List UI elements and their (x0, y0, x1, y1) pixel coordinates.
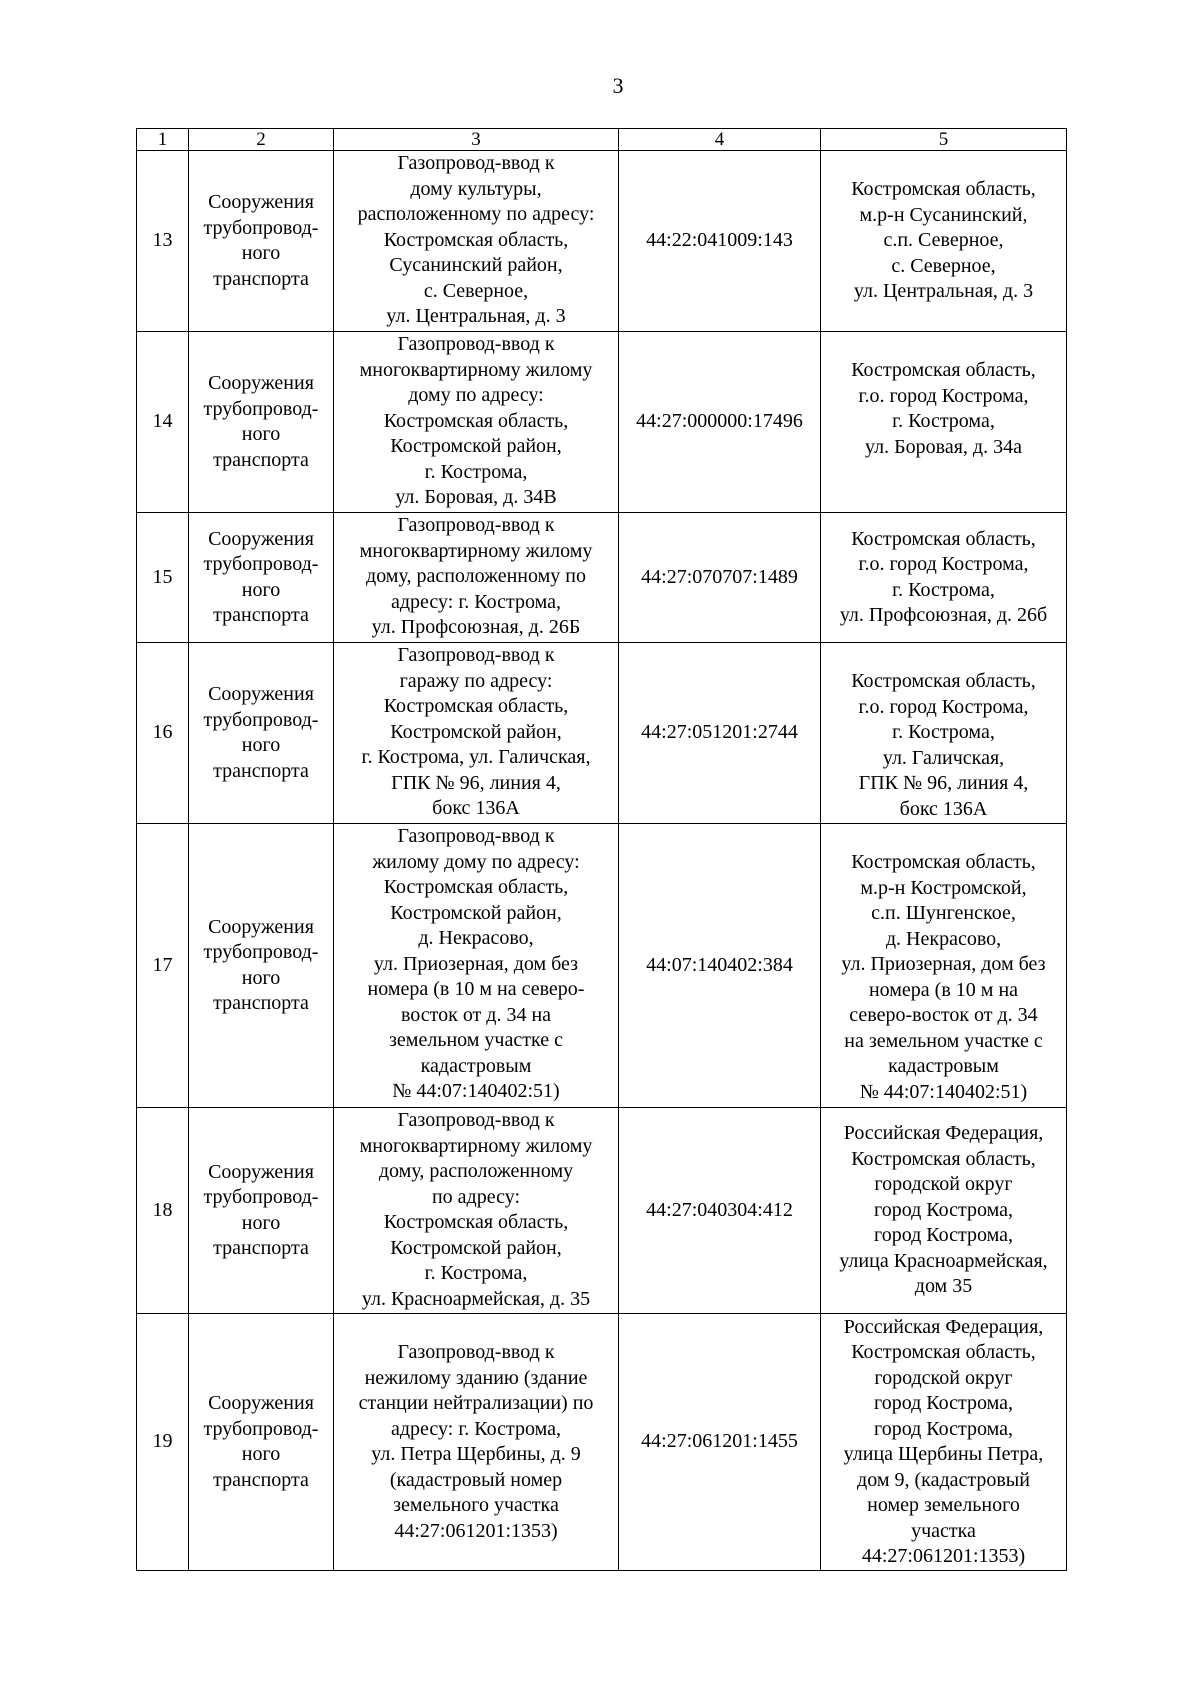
row-number: 18 (137, 1108, 189, 1314)
object-address: Костромская область, м.р-н Костромской, с.п. Шунгенское, д. Некрасово, ул. Приозерная, дом без номера (в 10 м на северо-восток от д. 34 на земельном участке с кадастровым № 44:07:140402:51) (821, 824, 1067, 1108)
object-address: Российская Федерация, Костромская область, городской округ город Кострома, город Кострома, улица Красноармейская, дом 35 (821, 1108, 1067, 1314)
row-number: 16 (137, 643, 189, 824)
column-header: 4 (619, 129, 821, 151)
cadastral-number: 44:27:070707:1489 (619, 513, 821, 643)
object-type: Сооружения трубопровод- ного транспорта (189, 643, 334, 824)
column-header: 5 (821, 129, 1067, 151)
cadastral-number: 44:27:061201:1455 (619, 1314, 821, 1571)
object-address: Костромская область, г.о. город Кострома, г. Кострома, ул. Боровая, д. 34а (821, 332, 1067, 513)
row-number: 19 (137, 1314, 189, 1571)
row-number: 14 (137, 332, 189, 513)
table-row (137, 1108, 1067, 1314)
object-type: Сооружения трубопровод- ного транспорта (189, 1314, 334, 1571)
row-number: 13 (137, 151, 189, 332)
cadastral-number: 44:27:051201:2744 (619, 643, 821, 824)
object-name: Газопровод-ввод к дому культуры, расположенному по адресу: Костромская область, Сусанинский район, с. Северное, ул. Центральная, д. 3 (334, 151, 619, 332)
cadastral-number: 44:27:040304:412 (619, 1108, 821, 1314)
table-row (137, 824, 1067, 1108)
object-name: Газопровод-ввод к гаражу по адресу: Костромская область, Костромской район, г. Кострома, ул. Галичская, ГПК № 96, линия 4, бокс 136А (334, 643, 619, 824)
table-row (137, 151, 1067, 332)
cadastral-number: 44:07:140402:384 (619, 824, 821, 1108)
object-name: Газопровод-ввод к многоквартирному жилому дому по адресу: Костромская область, Костромской район, г. Кострома, ул. Боровая, д. 34В (334, 332, 619, 513)
table-row (137, 513, 1067, 643)
column-header: 2 (189, 129, 334, 151)
object-type: Сооружения трубопровод- ного транспорта (189, 151, 334, 332)
row-number: 15 (137, 513, 189, 643)
object-address: Костромская область, г.о. город Кострома, г. Кострома, ул. Галичская, ГПК № 96, линия 4, бокс 136А (821, 643, 1067, 824)
table-row (137, 1314, 1067, 1571)
row-number: 17 (137, 824, 189, 1108)
object-name: Газопровод-ввод к нежилому зданию (здание станции нейтрализации) по адресу: г. Кострома, ул. Петра Щербины, д. 9 (кадастровый номер земельного участка 44:27:061201:1353) (334, 1314, 619, 1571)
column-header: 1 (137, 129, 189, 151)
registry-table (136, 128, 1067, 1571)
object-type: Сооружения трубопровод- ного транспорта (189, 513, 334, 643)
object-type: Сооружения трубопровод- ного транспорта (189, 1108, 334, 1314)
object-address: Костромская область, м.р-н Сусанинский, с.п. Северное, с. Северное, ул. Центральная, д. 3 (821, 151, 1067, 332)
table-header-row (137, 129, 1067, 151)
cadastral-number: 44:27:000000:17496 (619, 332, 821, 513)
object-name: Газопровод-ввод к многоквартирному жилому дому, расположенному по адресу: Костромская область, Костромской район, г. Кострома, ул. Красноармейская, д. 35 (334, 1108, 619, 1314)
page-number: 3 (612, 73, 624, 98)
table-row (137, 332, 1067, 513)
object-address: Российская Федерация, Костромская область, городской округ город Кострома, город Кострома, улица Щербины Петра, дом 9, (кадастровый номер земельного участка 44:27:061201:1353) (821, 1314, 1067, 1571)
column-header: 3 (334, 129, 619, 151)
table-row (137, 643, 1067, 824)
object-address: Костромская область, г.о. город Кострома, г. Кострома, ул. Профсоюзная, д. 26б (821, 513, 1067, 643)
object-name: Газопровод-ввод к жилому дому по адресу: Костромская область, Костромской район, д. Некрасово, ул. Приозерная, дом без номера (в 10 м на северо- восток от д. 34 на земельном участке с кадастровым № 44:07:140402:51) (334, 824, 619, 1108)
cadastral-number: 44:22:041009:143 (619, 151, 821, 332)
object-type: Сооружения трубопровод- ного транспорта (189, 332, 334, 513)
object-type: Сооружения трубопровод- ного транспорта (189, 824, 334, 1108)
object-name: Газопровод-ввод к многоквартирному жилому дому, расположенному по адресу: г. Кострома, ул. Профсоюзная, д. 26Б (334, 513, 619, 643)
